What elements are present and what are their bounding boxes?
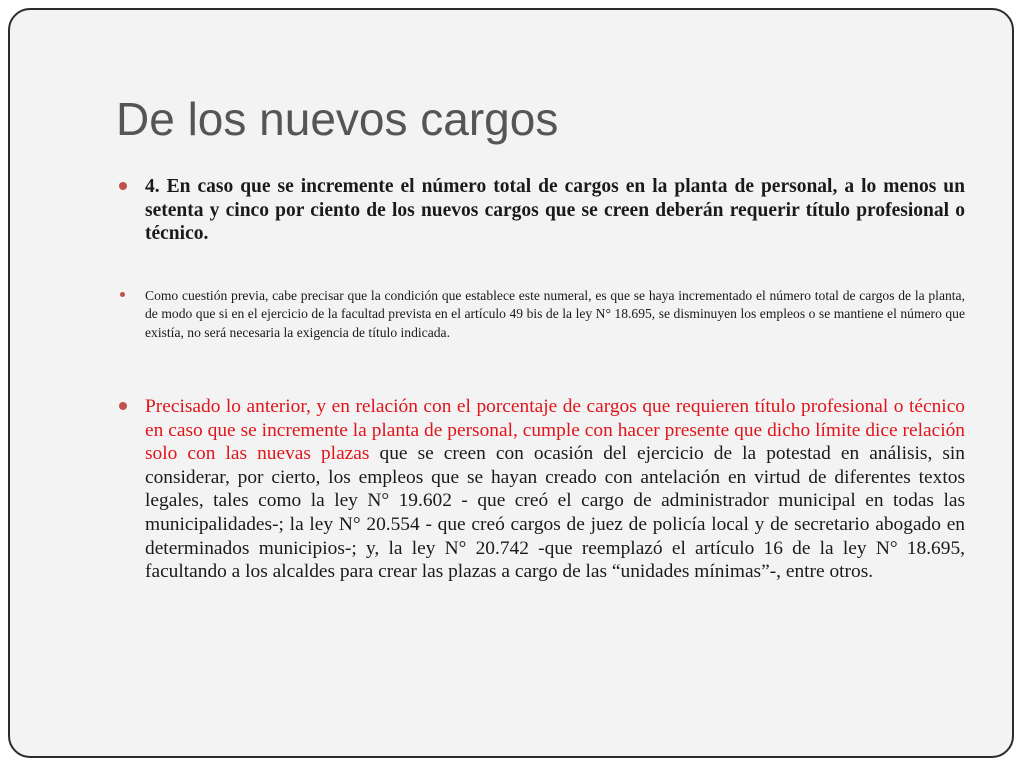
bullet-text: Como cuestión previa, cabe precisar que la condición que establece este numeral, es que se haya incrementado el número total de cargos de la planta, de modo que si en el ejercicio de la facultad prevista en el artículo 49 bis de la ley N° 18.695, se disminuyen los empleos o se mantiene el número que existía, no será necesaria la exigencia de título indicada. bbox=[145, 288, 965, 340]
bullet-highlight-text: Precisado lo anterior, y en relación con el porcentaje de cargos que requieren título profesional o técnico en caso que se incremente la planta de personal, cumple con hacer presente que dicho límite dice relación solo con las nuevas plazas bbox=[145, 396, 965, 465]
bullet-item-2 bbox=[145, 287, 965, 342]
bullet-dot-icon bbox=[119, 402, 127, 410]
bullet-item-1 bbox=[145, 175, 965, 246]
bullet-dot-icon bbox=[120, 292, 125, 297]
bullet-text: que se creen con ocasión del ejercicio de la potestad en análisis, sin considerar, por cierto, los empleos que se hayan creado con antelación en virtud de diferentes textos legales, tales como la ley N° 19.602 - que creó el cargo de administrador municipal en todas las municipalidades-; la ley N° 20.554 - que creó cargos de juez de policía local y de secretario abogado en determinados municipios-; y, la ley N° 20.742 -que reemplazó el artículo 16 de la ley N° 18.695, facultando a los alcaldes para crear las plazas a cargo de las “unidades mínimas”-, entre otros. bbox=[145, 443, 965, 583]
bullet-text: 4. En caso que se incremente el número total de cargos en la planta de personal, a lo menos un setenta y cinco por ciento de los nuevos cargos que se creen deberán requerir título profesional o técnico. bbox=[145, 176, 965, 244]
slide-title: De los nuevos cargos bbox=[116, 93, 559, 145]
bullet-dot-icon bbox=[119, 182, 127, 190]
slide bbox=[8, 8, 1014, 758]
bullet-item-3 bbox=[145, 395, 965, 584]
